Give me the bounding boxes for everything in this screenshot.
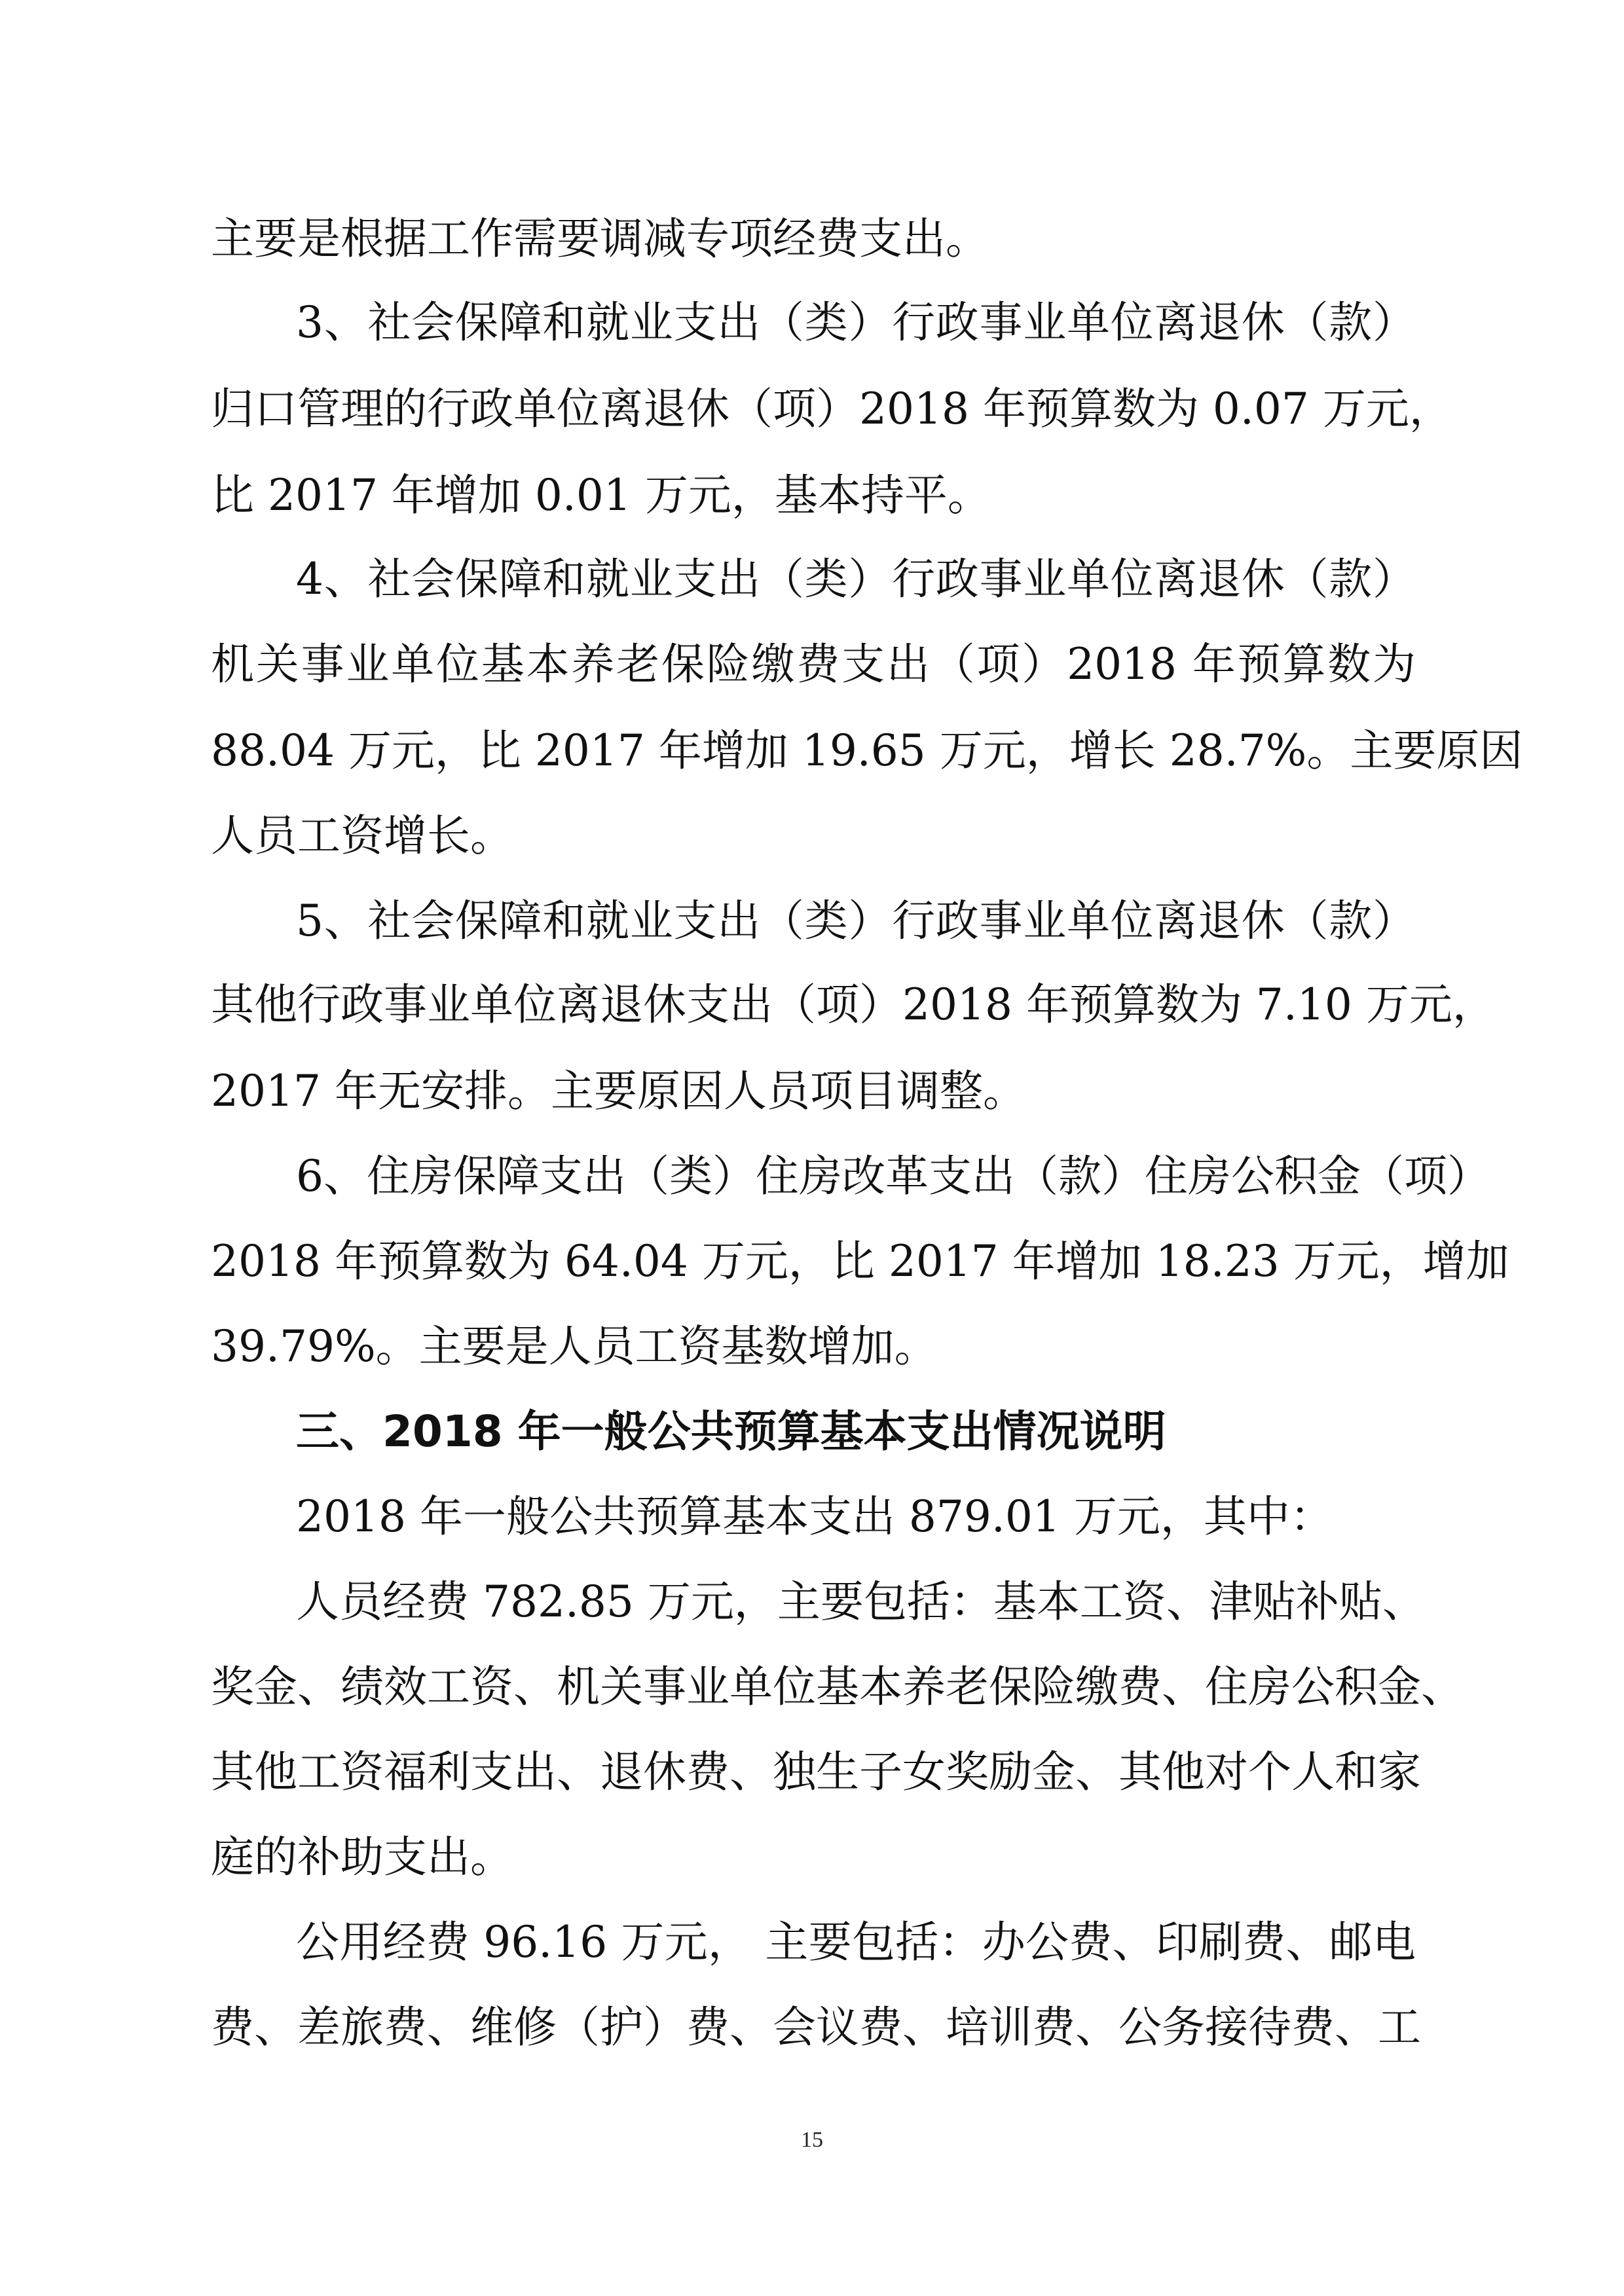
body-line: 4、社会保障和就业支出（类）行政事业单位离退休（款） [296, 554, 1416, 604]
body-line: 人员工资增长。 [211, 811, 513, 861]
body-line: 2018 年一般公共预算基本支出 879.01 万元，其中： [296, 1491, 1333, 1542]
page-number: 15 [801, 2128, 823, 2152]
body-line: 机关事业单位基本养老保险缴费支出（项）2018 年预算数为 [211, 639, 1416, 689]
body-line: 奖金、绩效工资、机关事业单位基本养老保险缴费、住房公积金、 [211, 1662, 1464, 1712]
body-line: 比 2017 年增加 0.01 万元，基本持平。 [211, 470, 991, 520]
body-line: 88.04 万元，比 2017 年增加 19.65 万元，增长 28.7%。主要原因 [211, 725, 1523, 776]
body-line: 39.79%。主要是人员工资基数增加。 [211, 1321, 938, 1372]
body-line: 人员经费 782.85 万元，主要包括：基本工资、津贴补贴、 [296, 1576, 1426, 1627]
body-line: 庭的补助支出。 [211, 1832, 513, 1882]
body-line: 费、差旅费、维修（护）费、会议费、培训费、公务接待费、工 [211, 2002, 1421, 2052]
body-line: 3、社会保障和就业支出（类）行政事业单位离退休（款） [296, 297, 1416, 348]
body-line: 公用经费 96.16 万元， 主要包括：办公费、印刷费、邮电 [296, 1917, 1416, 1967]
body-line: 归口管理的行政单位离退休（项）2018 年预算数为 0.07 万元， [211, 384, 1452, 434]
body-line: 主要是根据工作需要调减专项经费支出。 [211, 213, 989, 264]
body-line: 其他工资福利支出、退休费、独生子女奖励金、其他对个人和家 [211, 1747, 1421, 1797]
body-line: 2017 年无安排。主要原因人员项目调整。 [211, 1066, 1026, 1116]
body-line: 6、住房保障支出（类）住房改革支出（款）住房公积金（项） [296, 1151, 1490, 1201]
section-heading: 三、2018 年一般公共预算基本支出情况说明 [296, 1406, 1166, 1457]
body-line: 5、社会保障和就业支出（类）行政事业单位离退休（款） [296, 896, 1416, 946]
body-line: 2018 年预算数为 64.04 万元，比 2017 年增加 18.23 万元，增加 [211, 1236, 1509, 1286]
body-line: 其他行政事业单位离退休支出（项）2018 年预算数为 7.10 万元， [211, 979, 1496, 1030]
